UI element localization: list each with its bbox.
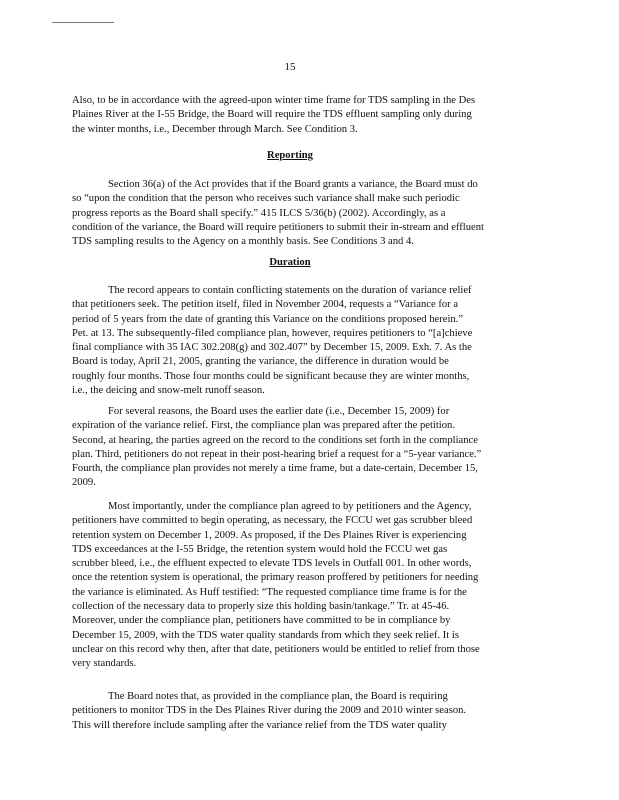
text-line: Board is today, April 21, 2005, granting the variance, the difference in duration would be: [72, 356, 449, 368]
text-line: the winter months, i.e., December through March. See Condition 3.: [72, 123, 358, 135]
text-line: The Board notes that, as provided in the compliance plan, the Board is requiring: [108, 691, 448, 702]
text-line: roughly four months. Those four months could be significant because they are winter months,: [72, 370, 470, 382]
text-line: Most importantly, under the compliance plan agreed to by petitioners and the Agency,: [108, 501, 472, 512]
reporting-heading: Reporting: [267, 150, 313, 161]
text-line: Pet. at 13. The subsequently-filed compliance plan, however, requires petitioners to “[a]chieve: [72, 327, 473, 339]
text-line: final compliance with 35 IAC 302.208(g) and 302.407” by December 15, 2009. Exh. 7. As the: [72, 342, 472, 354]
duration-paragraph-4: [72, 690, 508, 733]
text-line: Second, at hearing, the parties agreed on the record to the conditions set forth in the compliance: [72, 434, 478, 446]
text-line: expiration of the variance relief. First, the compliance plan was prepared after the petition.: [72, 420, 455, 432]
text-line: that petitioners seek. The petition itself, filed in November 2004, requests a “Variance for a: [72, 299, 459, 311]
text-line: 2009.: [72, 477, 96, 489]
text-line: petitioners have committed to begin operating, as necessary, the FCCU wet gas scrubber bleed: [72, 515, 473, 527]
text-line: very standards.: [72, 658, 137, 670]
text-line: so “upon the condition that the person who receives such variance shall make such periodic: [72, 193, 460, 205]
text-line: Fourth, the compliance plan provides not merely a time frame, but a date-certain, December 15,: [72, 463, 478, 475]
text-line: This will therefore include sampling after the variance relief from the TDS water quality: [72, 719, 447, 731]
text-line: December 15, 2009, with the TDS water quality standards from which they seek relief. It is: [72, 629, 459, 641]
text-line: TDS exceedances at the I-55 Bridge, the retention system would hold the FCCU wet gas: [72, 543, 448, 555]
text-line: Also, to be in accordance with the agreed-upon winter time frame for TDS sampling in the Des: [72, 95, 476, 106]
text-line: petitioners to monitor TDS in the Des Plaines River during the 2009 and 2010 winter season.: [72, 705, 467, 717]
text-line: The record appears to contain conflicting statements on the duration of variance relief: [108, 285, 472, 296]
text-line: Section 36(a) of the Act provides that if the Board grants a variance, the Board must do: [108, 179, 478, 190]
text-line: condition of the variance, the Board will require petitioners to submit their in-stream and effluent: [72, 221, 484, 233]
duration-heading: Duration: [269, 257, 311, 268]
text-line: retention system on December 1, 2009. As proposed, if the Des Plaines River is experiencing: [72, 529, 467, 541]
text-line: Plaines River at the I-55 Bridge, the Board will require the TDS effluent sampling only during: [72, 109, 472, 121]
text-line: period of 5 years from the date of granting this Variance on the conditions proposed herein.”: [72, 313, 464, 325]
text-line: once the retention system is operational, the primary reason proffered by petitioners for needing: [72, 572, 479, 584]
text-line: Moreover, under the compliance plan, petitioners have committed to be in compliance by: [72, 615, 451, 627]
duration-paragraph-1: [72, 284, 508, 398]
text-line: collection of the necessary data to properly size this holding basin/tankage.” Tr. at 45-46.: [72, 601, 450, 613]
intro-paragraph: [72, 94, 508, 137]
text-line: TDS sampling results to the Agency on a monthly basis. See Conditions 3 and 4.: [72, 236, 414, 248]
text-line: i.e., the deicing and snow-melt runoff season.: [72, 385, 265, 397]
text-line: unclear on this record why then, after that date, petitioners would be entitled to relief from those: [72, 643, 480, 655]
reporting-paragraph: [72, 178, 508, 249]
header-rule: [52, 22, 114, 23]
duration-paragraph-3: [72, 500, 508, 672]
text-line: progress reports as the Board shall specify.” 415 ILCS 5/36(b) (2002). Accordingly, as a: [72, 207, 446, 219]
text-line: plan. Third, petitioners do not repeat in their post-hearing brief a request for a “5-year variance.”: [72, 448, 482, 460]
text-line: For several reasons, the Board uses the earlier date (i.e., December 15, 2009) for: [108, 406, 450, 417]
text-line: the variance is eliminated. As Huff testified: “The requested compliance time frame is for the: [72, 586, 467, 598]
duration-paragraph-2: [72, 405, 508, 491]
text-line: scrubber bleed, i.e., the effluent expected to elevate TDS levels in Outfall 001. In other words,: [72, 558, 472, 570]
page-number: 15: [284, 61, 296, 73]
